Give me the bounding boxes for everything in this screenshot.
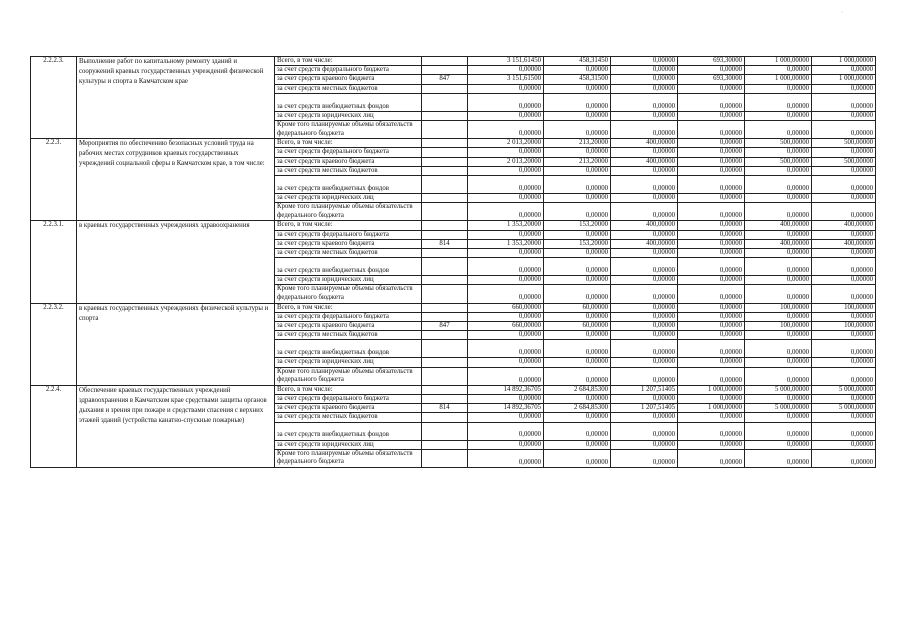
amount-cell: 0,00000 xyxy=(544,194,611,203)
amount-cell: 0,00000 xyxy=(468,331,544,340)
amount-cell: 0,00000 xyxy=(745,413,812,422)
amount-cell: 0,00000 xyxy=(468,340,544,358)
funding-source-label: за счет средств краевого бюджета xyxy=(275,157,422,166)
page-corner-mark: · xyxy=(841,10,843,16)
amount-cell: 0,00000 xyxy=(812,148,876,157)
amount-cell: 500,00000 xyxy=(812,139,876,148)
amount-cell: 0,00000 xyxy=(611,358,678,367)
amount-cell: 0,00000 xyxy=(678,322,745,331)
amount-cell: 0,00000 xyxy=(812,440,876,449)
amount-cell: 693,30000 xyxy=(678,75,745,84)
amount-cell: 0,00000 xyxy=(468,111,544,120)
amount-cell: 0,00000 xyxy=(468,258,544,276)
amount-cell: 0,00000 xyxy=(745,194,812,203)
amount-cell: 100,00000 xyxy=(812,303,876,312)
amount-cell: 0,00000 xyxy=(678,121,745,139)
amount-cell: 0,00000 xyxy=(678,84,745,93)
amount-cell: 458,31450 xyxy=(544,57,611,66)
funding-source-label: за счет средств местных бюджетов xyxy=(275,84,422,93)
amount-cell: 0,00000 xyxy=(468,166,544,175)
amount-cell: 60,00000 xyxy=(544,322,611,331)
amount-cell: 3 151,61450 xyxy=(468,57,544,66)
funding-source-label: Кроме того планируемые объемы обязательств федерального бюджета xyxy=(275,203,422,221)
amount-cell: 0,00000 xyxy=(611,166,678,175)
amount-cell: 0,00000 xyxy=(468,285,544,303)
section-code: 2.2.2.3. xyxy=(31,57,77,139)
amount-cell: 0,00000 xyxy=(678,194,745,203)
funding-source-label: за счет средств местных бюджетов xyxy=(275,331,422,340)
amount-cell: 1 000,00000 xyxy=(678,385,745,394)
amount-cell: 0,00000 xyxy=(678,422,745,440)
amount-cell: 0,00000 xyxy=(812,276,876,285)
funding-source-label: за счет средств краевого бюджета xyxy=(275,404,422,413)
amount-cell: 153,20000 xyxy=(544,239,611,248)
amount-cell: 0,00000 xyxy=(745,449,812,467)
grbs-code xyxy=(422,422,468,440)
amount-cell: 213,20000 xyxy=(544,139,611,148)
grbs-code xyxy=(422,176,468,194)
grbs-code: 814 xyxy=(422,404,468,413)
amount-cell: 0,00000 xyxy=(611,75,678,84)
amount-cell: 0,00000 xyxy=(745,166,812,175)
amount-cell: 0,00000 xyxy=(468,413,544,422)
amount-cell: 0,00000 xyxy=(611,285,678,303)
grbs-code xyxy=(422,221,468,230)
funding-source-label: Кроме того планируемые объемы обязательств федерального бюджета xyxy=(275,449,422,467)
amount-cell: 100,00000 xyxy=(745,322,812,331)
amount-cell: 0,00000 xyxy=(468,440,544,449)
amount-cell: 0,00000 xyxy=(745,230,812,239)
amount-cell: 0,00000 xyxy=(544,66,611,75)
amount-cell: 0,00000 xyxy=(812,367,876,385)
grbs-code: 814 xyxy=(422,239,468,248)
grbs-code xyxy=(422,312,468,321)
amount-cell: 0,00000 xyxy=(468,449,544,467)
amount-cell: 458,31500 xyxy=(544,75,611,84)
amount-cell: 0,00000 xyxy=(678,148,745,157)
amount-cell: 1 207,51405 xyxy=(611,404,678,413)
funding-source-label: за счет средств юридических лиц xyxy=(275,276,422,285)
table-row xyxy=(31,57,876,66)
funding-source-label: за счет средств краевого бюджета xyxy=(275,239,422,248)
section-description: в краевых государственных учреждениях физической культуры и спорта xyxy=(77,303,275,385)
amount-cell: 0,00000 xyxy=(745,84,812,93)
amount-cell: 0,00000 xyxy=(812,395,876,404)
funding-source-label: за счет средств федерального бюджета xyxy=(275,66,422,75)
funding-source-label: Всего, в том числе: xyxy=(275,303,422,312)
grbs-code xyxy=(422,331,468,340)
funding-source-label: за счет средств внебюджетных фондов xyxy=(275,176,422,194)
amount-cell: 0,00000 xyxy=(468,66,544,75)
amount-cell: 0,00000 xyxy=(611,249,678,258)
amount-cell: 0,00000 xyxy=(678,413,745,422)
amount-cell: 0,00000 xyxy=(468,176,544,194)
funding-source-label: за счет средств краевого бюджета xyxy=(275,75,422,84)
amount-cell: 100,00000 xyxy=(812,322,876,331)
amount-cell: 0,00000 xyxy=(678,358,745,367)
funding-source-label: за счет средств юридических лиц xyxy=(275,358,422,367)
amount-cell: 0,00000 xyxy=(544,203,611,221)
amount-cell: 693,30000 xyxy=(678,57,745,66)
amount-cell: 1 000,00000 xyxy=(812,57,876,66)
grbs-code: 847 xyxy=(422,322,468,331)
funding-source-label: за счет средств федерального бюджета xyxy=(275,148,422,157)
funding-source-label: за счет средств юридических лиц xyxy=(275,194,422,203)
amount-cell: 0,00000 xyxy=(812,230,876,239)
amount-cell: 0,00000 xyxy=(812,413,876,422)
amount-cell: 0,00000 xyxy=(611,303,678,312)
amount-cell: 0,00000 xyxy=(678,203,745,221)
amount-cell: 0,00000 xyxy=(812,331,876,340)
amount-cell: 0,00000 xyxy=(468,203,544,221)
amount-cell: 0,00000 xyxy=(745,148,812,157)
funding-source-label: за счет средств краевого бюджета xyxy=(275,322,422,331)
amount-cell: 213,20000 xyxy=(544,157,611,166)
amount-cell: 0,00000 xyxy=(812,194,876,203)
amount-cell: 0,00000 xyxy=(611,148,678,157)
amount-cell: 0,00000 xyxy=(745,66,812,75)
amount-cell: 0,00000 xyxy=(812,84,876,93)
amount-cell: 0,00000 xyxy=(611,449,678,467)
grbs-code xyxy=(422,367,468,385)
amount-cell: 0,00000 xyxy=(611,230,678,239)
amount-cell: 0,00000 xyxy=(468,148,544,157)
amount-cell: 0,00000 xyxy=(678,395,745,404)
table-row xyxy=(31,139,876,148)
grbs-code xyxy=(422,258,468,276)
grbs-code xyxy=(422,84,468,93)
funding-source-label: Всего, в том числе: xyxy=(275,385,422,394)
amount-cell: 0,00000 xyxy=(544,422,611,440)
funding-source-label: за счет средств федерального бюджета xyxy=(275,312,422,321)
amount-cell: 0,00000 xyxy=(468,84,544,93)
amount-cell: 60,00000 xyxy=(544,303,611,312)
amount-cell: 0,00000 xyxy=(544,121,611,139)
amount-cell: 0,00000 xyxy=(544,413,611,422)
amount-cell: 1 353,20000 xyxy=(468,221,544,230)
amount-cell: 0,00000 xyxy=(678,249,745,258)
section-description: Мероприятия по обеспечению безопасных условий труда на рабочих местах сотрудников краевых государственных учреждений социальной сферы в Камчатском крае, в том числе: xyxy=(77,139,275,221)
amount-cell: 0,00000 xyxy=(611,312,678,321)
amount-cell: 0,00000 xyxy=(611,395,678,404)
grbs-code xyxy=(422,203,468,221)
funding-source-label: Кроме того планируемые объемы обязательств федерального бюджета xyxy=(275,121,422,139)
amount-cell: 0,00000 xyxy=(611,413,678,422)
grbs-code xyxy=(422,413,468,422)
grbs-code xyxy=(422,148,468,157)
amount-cell: 0,00000 xyxy=(678,303,745,312)
amount-cell: 0,00000 xyxy=(745,276,812,285)
budget-table xyxy=(30,56,876,468)
amount-cell: 0,00000 xyxy=(745,111,812,120)
funding-source-label: за счет средств федерального бюджета xyxy=(275,230,422,239)
amount-cell: 400,00000 xyxy=(611,139,678,148)
section-description: Выполнение работ по капитальному ремонту зданий и сооружений краевых государственных учреждений физической культуры и спорта в Камчатском крае xyxy=(77,57,275,139)
amount-cell: 660,00000 xyxy=(468,322,544,331)
budget-table-body xyxy=(31,57,876,468)
table-row xyxy=(31,221,876,230)
amount-cell: 0,00000 xyxy=(544,440,611,449)
amount-cell: 0,00000 xyxy=(544,449,611,467)
amount-cell: 0,00000 xyxy=(678,312,745,321)
amount-cell: 0,00000 xyxy=(745,331,812,340)
funding-source-label: за счет средств местных бюджетов xyxy=(275,413,422,422)
amount-cell: 0,00000 xyxy=(544,331,611,340)
amount-cell: 2 684,85300 xyxy=(544,404,611,413)
grbs-code xyxy=(422,249,468,258)
table-row xyxy=(31,303,876,312)
amount-cell: 0,00000 xyxy=(678,111,745,120)
amount-cell: 0,00000 xyxy=(812,285,876,303)
grbs-code xyxy=(422,121,468,139)
amount-cell: 2 013,20000 xyxy=(468,157,544,166)
amount-cell: 0,00000 xyxy=(678,367,745,385)
amount-cell: 400,00000 xyxy=(812,239,876,248)
funding-source-label: за счет средств внебюджетных фондов xyxy=(275,340,422,358)
grbs-code xyxy=(422,385,468,394)
grbs-code xyxy=(422,449,468,467)
amount-cell: 0,00000 xyxy=(544,84,611,93)
amount-cell: 0,00000 xyxy=(745,258,812,276)
amount-cell: 1 207,51405 xyxy=(611,385,678,394)
amount-cell: 0,00000 xyxy=(812,176,876,194)
section-code: 2.2.4. xyxy=(31,385,77,467)
amount-cell: 0,00000 xyxy=(678,285,745,303)
amount-cell: 5 000,00000 xyxy=(745,385,812,394)
amount-cell: 0,00000 xyxy=(678,166,745,175)
amount-cell: 0,00000 xyxy=(678,139,745,148)
funding-source-label: за счет средств местных бюджетов xyxy=(275,166,422,175)
amount-cell: 0,00000 xyxy=(745,93,812,111)
grbs-code xyxy=(422,157,468,166)
amount-cell: 0,00000 xyxy=(544,312,611,321)
grbs-code xyxy=(422,139,468,148)
grbs-code xyxy=(422,303,468,312)
funding-source-label: Кроме того планируемые объемы обязательств федерального бюджета xyxy=(275,285,422,303)
amount-cell: 0,00000 xyxy=(544,249,611,258)
amount-cell: 660,00000 xyxy=(468,303,544,312)
amount-cell: 0,00000 xyxy=(678,230,745,239)
amount-cell: 0,00000 xyxy=(611,57,678,66)
funding-source-label: Всего, в том числе: xyxy=(275,57,422,66)
grbs-code xyxy=(422,57,468,66)
amount-cell: 0,00000 xyxy=(544,340,611,358)
amount-cell: 400,00000 xyxy=(812,221,876,230)
funding-source-label: за счет средств юридических лиц xyxy=(275,111,422,120)
grbs-code xyxy=(422,440,468,449)
amount-cell: 0,00000 xyxy=(611,111,678,120)
funding-source-label: за счет средств внебюджетных фондов xyxy=(275,93,422,111)
amount-cell: 0,00000 xyxy=(611,203,678,221)
amount-cell: 0,00000 xyxy=(745,176,812,194)
grbs-code xyxy=(422,276,468,285)
funding-source-label: за счет средств внебюджетных фондов xyxy=(275,258,422,276)
amount-cell: 500,00000 xyxy=(745,157,812,166)
amount-cell: 0,00000 xyxy=(468,194,544,203)
amount-cell: 0,00000 xyxy=(544,276,611,285)
amount-cell: 0,00000 xyxy=(812,249,876,258)
amount-cell: 0,00000 xyxy=(678,258,745,276)
amount-cell: 0,00000 xyxy=(468,276,544,285)
amount-cell: 0,00000 xyxy=(745,395,812,404)
amount-cell: 0,00000 xyxy=(611,440,678,449)
section-code: 2.2.3.1. xyxy=(31,221,77,303)
amount-cell: 500,00000 xyxy=(812,157,876,166)
amount-cell: 0,00000 xyxy=(678,449,745,467)
amount-cell: 400,00000 xyxy=(745,239,812,248)
funding-source-label: за счет средств юридических лиц xyxy=(275,440,422,449)
grbs-code xyxy=(422,230,468,239)
amount-cell: 14 892,36705 xyxy=(468,404,544,413)
amount-cell: 2 684,85300 xyxy=(544,385,611,394)
amount-cell: 0,00000 xyxy=(468,230,544,239)
grbs-code: 847 xyxy=(422,75,468,84)
amount-cell: 0,00000 xyxy=(544,395,611,404)
amount-cell: 0,00000 xyxy=(745,249,812,258)
amount-cell: 100,00000 xyxy=(745,303,812,312)
amount-cell: 500,00000 xyxy=(745,139,812,148)
amount-cell: 14 892,36705 xyxy=(468,385,544,394)
amount-cell: 0,00000 xyxy=(678,176,745,194)
amount-cell: 0,00000 xyxy=(611,258,678,276)
amount-cell: 2 013,20000 xyxy=(468,139,544,148)
amount-cell: 0,00000 xyxy=(544,176,611,194)
amount-cell: 0,00000 xyxy=(812,93,876,111)
amount-cell: 0,00000 xyxy=(678,66,745,75)
amount-cell: 400,00000 xyxy=(611,239,678,248)
grbs-code xyxy=(422,395,468,404)
amount-cell: 0,00000 xyxy=(745,422,812,440)
amount-cell: 0,00000 xyxy=(544,148,611,157)
amount-cell: 1 000,00000 xyxy=(745,57,812,66)
amount-cell: 0,00000 xyxy=(611,66,678,75)
section-code: 2.2.3.2. xyxy=(31,303,77,385)
amount-cell: 0,00000 xyxy=(544,358,611,367)
amount-cell: 5 000,00000 xyxy=(745,404,812,413)
amount-cell: 0,00000 xyxy=(544,285,611,303)
grbs-code xyxy=(422,93,468,111)
amount-cell: 0,00000 xyxy=(611,93,678,111)
amount-cell: 0,00000 xyxy=(745,203,812,221)
funding-source-label: за счет средств федерального бюджета xyxy=(275,395,422,404)
amount-cell: 400,00000 xyxy=(745,221,812,230)
amount-cell: 0,00000 xyxy=(812,358,876,367)
amount-cell: 0,00000 xyxy=(745,121,812,139)
amount-cell: 0,00000 xyxy=(812,203,876,221)
amount-cell: 0,00000 xyxy=(611,422,678,440)
amount-cell: 0,00000 xyxy=(611,194,678,203)
amount-cell: 0,00000 xyxy=(678,440,745,449)
grbs-code xyxy=(422,358,468,367)
amount-cell: 0,00000 xyxy=(745,440,812,449)
amount-cell: 0,00000 xyxy=(678,239,745,248)
amount-cell: 153,20000 xyxy=(544,221,611,230)
amount-cell: 0,00000 xyxy=(812,340,876,358)
funding-source-label: Всего, в том числе: xyxy=(275,221,422,230)
amount-cell: 0,00000 xyxy=(812,111,876,120)
amount-cell: 0,00000 xyxy=(468,249,544,258)
amount-cell: 3 151,61500 xyxy=(468,75,544,84)
amount-cell: 0,00000 xyxy=(745,312,812,321)
amount-cell: 0,00000 xyxy=(611,121,678,139)
amount-cell: 0,00000 xyxy=(745,285,812,303)
amount-cell: 5 000,00000 xyxy=(812,385,876,394)
grbs-code xyxy=(422,285,468,303)
amount-cell: 0,00000 xyxy=(745,358,812,367)
funding-source-label: за счет средств внебюджетных фондов xyxy=(275,422,422,440)
amount-cell: 0,00000 xyxy=(678,157,745,166)
grbs-code xyxy=(422,66,468,75)
grbs-code xyxy=(422,340,468,358)
amount-cell: 0,00000 xyxy=(544,258,611,276)
funding-source-label: Всего, в том числе: xyxy=(275,139,422,148)
amount-cell: 0,00000 xyxy=(468,312,544,321)
section-description: Обеспечение краевых государственных учреждений здравоохранения в Камчатском крае средствами защиты органов дыхания и зрения при пожаре и средствами спасения с верхних этажей зданий (устройства канатно-спускные пожарные) xyxy=(77,385,275,467)
amount-cell: 0,00000 xyxy=(812,422,876,440)
funding-source-label: за счет средств местных бюджетов xyxy=(275,249,422,258)
amount-cell: 0,00000 xyxy=(611,276,678,285)
amount-cell: 0,00000 xyxy=(812,449,876,467)
amount-cell: 0,00000 xyxy=(611,176,678,194)
amount-cell: 0,00000 xyxy=(745,340,812,358)
amount-cell: 0,00000 xyxy=(544,166,611,175)
section-description: в краевых государственных учреждениях здравоохранения xyxy=(77,221,275,303)
amount-cell: 1 353,20000 xyxy=(468,239,544,248)
amount-cell: 0,00000 xyxy=(745,367,812,385)
amount-cell: 0,00000 xyxy=(678,331,745,340)
amount-cell: 0,00000 xyxy=(611,367,678,385)
amount-cell: 0,00000 xyxy=(611,340,678,358)
grbs-code xyxy=(422,194,468,203)
amount-cell: 0,00000 xyxy=(812,121,876,139)
grbs-code xyxy=(422,111,468,120)
amount-cell: 0,00000 xyxy=(468,422,544,440)
amount-cell: 5 000,00000 xyxy=(812,404,876,413)
amount-cell: 0,00000 xyxy=(611,331,678,340)
amount-cell: 0,00000 xyxy=(544,111,611,120)
amount-cell: 400,00000 xyxy=(611,157,678,166)
table-row xyxy=(31,385,876,394)
amount-cell: 0,00000 xyxy=(468,367,544,385)
grbs-code xyxy=(422,166,468,175)
amount-cell: 0,00000 xyxy=(678,340,745,358)
amount-cell: 0,00000 xyxy=(544,367,611,385)
amount-cell: 0,00000 xyxy=(468,121,544,139)
amount-cell: 0,00000 xyxy=(812,312,876,321)
amount-cell: 0,00000 xyxy=(468,395,544,404)
amount-cell: 0,00000 xyxy=(812,66,876,75)
amount-cell: 0,00000 xyxy=(468,93,544,111)
amount-cell: 0,00000 xyxy=(812,166,876,175)
amount-cell: 0,00000 xyxy=(812,258,876,276)
amount-cell: 0,00000 xyxy=(544,230,611,239)
section-code: 2.2.3. xyxy=(31,139,77,221)
amount-cell: 0,00000 xyxy=(678,276,745,285)
amount-cell: 0,00000 xyxy=(611,84,678,93)
amount-cell: 400,00000 xyxy=(611,221,678,230)
amount-cell: 0,00000 xyxy=(678,93,745,111)
amount-cell: 1 000,00000 xyxy=(745,75,812,84)
amount-cell: 1 000,00000 xyxy=(678,404,745,413)
amount-cell: 0,00000 xyxy=(468,358,544,367)
amount-cell: 0,00000 xyxy=(611,322,678,331)
amount-cell: 0,00000 xyxy=(678,221,745,230)
amount-cell: 0,00000 xyxy=(544,93,611,111)
funding-source-label: Кроме того планируемые объемы обязательств федерального бюджета xyxy=(275,367,422,385)
amount-cell: 1 000,00000 xyxy=(812,75,876,84)
